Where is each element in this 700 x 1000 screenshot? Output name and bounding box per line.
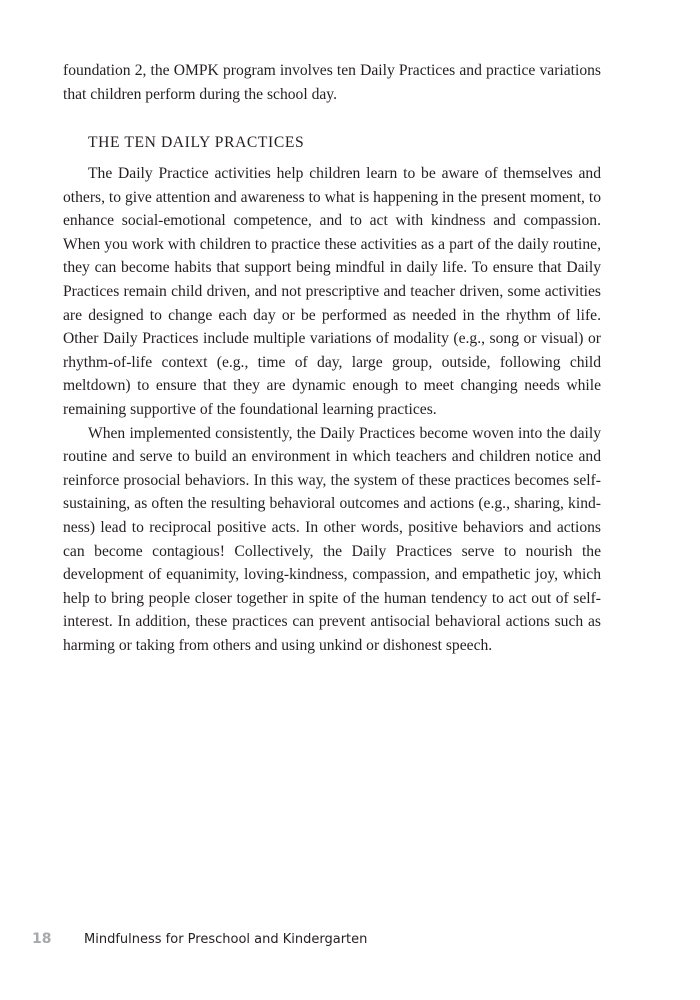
body-paragraph-2: When implemented consistently, the Daily Practices become woven into the daily routine and serve to build an environment in which teachers and children notice and reinforce prosocial behaviors. In this way, the system of these practices becomes self-sustaining, as often the resulting behavioral outcomes and actions (e.g., sharing, kindness) lead to reciprocal positive acts. In other words, positive behaviors and actions can become contagious! Collectively, the Daily Practices serve to nourish the development of equanimity, loving-kindness, compassion, and empathetic joy, which help to bring people closer together in spite of the human tendency to act out of self-interest. In addition, these practices can prevent antisocial behavioral actions such as harming or taking from others and using unkind or dishonest speech. (63, 424, 601, 654)
section-heading: THE TEN DAILY PRACTICES (88, 134, 305, 151)
running-title: Mindfulness for Preschool and Kindergarten (84, 932, 368, 947)
body-paragraph-1: The Daily Practice activities help children learn to be aware of themselves and others, to give attention and awareness to what is happening in the present moment, to enhance social-emotional competence, and to act with kindness and compassion. When you work with children to practice these activities as a part of the daily routine, they can become habits that support being mindful in daily life. To ensure that Daily Practices remain child driven, and not prescriptive and teacher driven, some activities are designed to change each day or be performed as needed in the rhythm of life. Other Daily Practices include multiple variations of modality (e.g., song or visual) or rhythm-of-life context (e.g., time of day, large group, outside, following child meltdown) to ensure that they are dynamic enough to meet changing needs while remaining supportive of the foundational learning practices. (63, 165, 601, 418)
intro-paragraph-block (63, 59, 601, 106)
intro-paragraph: foundation 2, the OMPK program involves ten Daily Practices and practice variations that children perform during the school day. (63, 62, 601, 103)
page-number: 18 (32, 931, 52, 947)
section-body (63, 162, 601, 657)
page-footer (32, 929, 367, 950)
